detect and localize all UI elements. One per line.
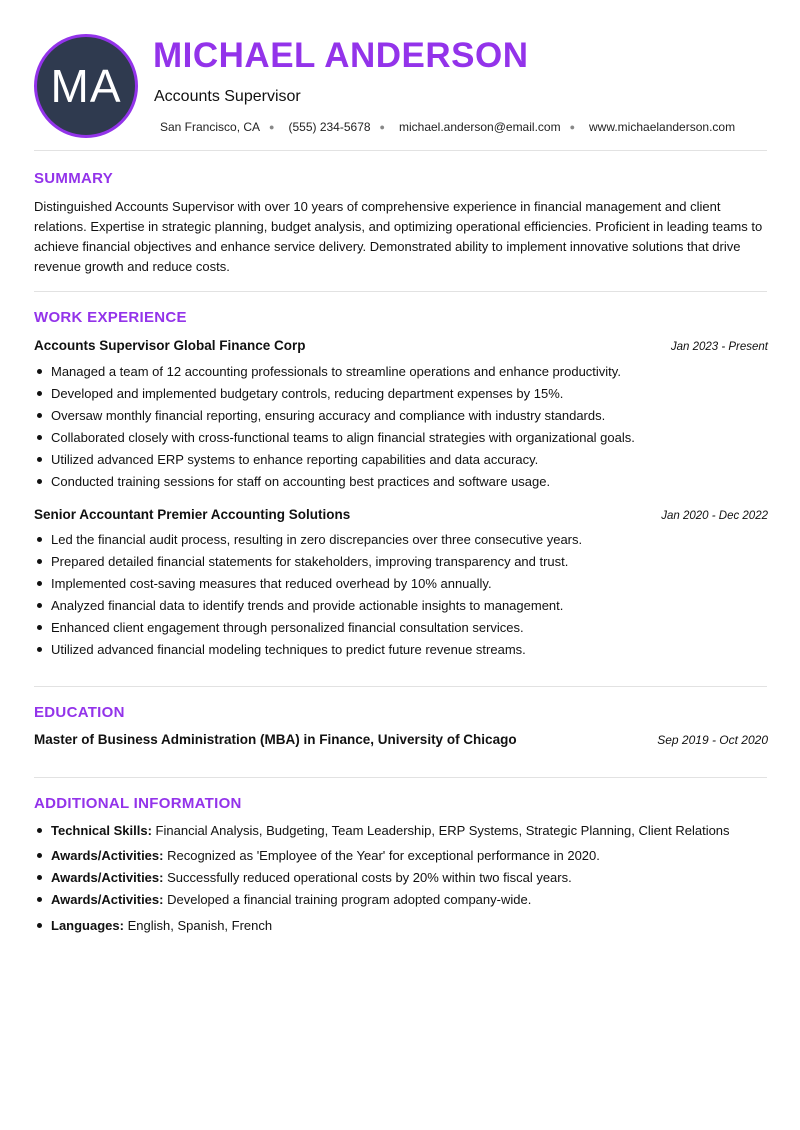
contact-line bbox=[160, 120, 770, 134]
info-label: Languages: bbox=[51, 918, 124, 933]
education-dates: Sep 2019 - Oct 2020 bbox=[657, 733, 768, 747]
list-item: Utilized advanced financial modeling techniques to predict future revenue streams. bbox=[34, 639, 769, 661]
list-item: Implemented cost-saving measures that reduced overhead by 10% annually. bbox=[34, 573, 769, 595]
divider bbox=[34, 686, 767, 687]
section-title-education: EDUCATION bbox=[34, 704, 125, 721]
divider bbox=[34, 150, 767, 151]
info-label: Awards/Activities: bbox=[51, 848, 164, 863]
list-item: Developed and implemented budgetary controls, reducing department expenses by 15%. bbox=[34, 383, 769, 405]
job-dates: Jan 2020 - Dec 2022 bbox=[661, 510, 768, 522]
info-text: Financial Analysis, Budgeting, Team Leadership, ERP Systems, Strategic Planning, Client Relations bbox=[155, 823, 730, 838]
list-item bbox=[34, 845, 769, 867]
list-item: Oversaw monthly financial reporting, ensuring accuracy and compliance with industry standards. bbox=[34, 405, 769, 427]
contact-location: San Francisco, CA bbox=[160, 120, 261, 134]
section-title-additional-information: ADDITIONAL INFORMATION bbox=[34, 795, 242, 812]
list-item: Prepared detailed financial statements for stakeholders, improving transparency and trust. bbox=[34, 551, 769, 573]
list-item bbox=[34, 867, 769, 889]
list-item: Collaborated closely with cross-functional teams to align financial strategies with organizational goals. bbox=[34, 427, 769, 449]
info-text: Successfully reduced operational costs by 20% within two fiscal years. bbox=[167, 870, 572, 885]
avatar-initials: MA bbox=[50, 60, 122, 112]
info-label: Awards/Activities: bbox=[51, 870, 164, 885]
job-title: Senior Accountant Premier Accounting Solutions bbox=[34, 507, 351, 522]
section-title-summary: SUMMARY bbox=[34, 170, 114, 187]
list-item: Conducted training sessions for staff on accounting best practices and software usage. bbox=[34, 471, 769, 493]
job-bullets bbox=[34, 361, 769, 493]
avatar bbox=[34, 34, 138, 138]
info-text: Recognized as 'Employee of the Year' for exceptional performance in 2020. bbox=[167, 848, 600, 863]
contact-phone: (555) 234-5678 bbox=[288, 120, 371, 134]
info-text: Developed a financial training program adopted company-wide. bbox=[167, 892, 532, 907]
list-item: Enhanced client engagement through personalized financial consultation services. bbox=[34, 617, 769, 639]
list-item bbox=[34, 820, 769, 842]
section-title-work-experience: WORK EXPERIENCE bbox=[34, 309, 187, 326]
separator-dot-icon: ● bbox=[269, 122, 275, 132]
education-degree: Master of Business Administration (MBA) in Finance, University of Chicago bbox=[34, 732, 517, 747]
job-header bbox=[34, 338, 768, 353]
summary-text: Distinguished Accounts Supervisor with over 10 years of comprehensive experience in financial management and client relations. Expertise in strategic planning, budget analysis, and optimizing operational efficiencies. Proficient in leading teams to achieve financial objectives and enhance service delivery. Demonstrated ability to implement innovative solutions that drive revenue growth and reduce costs. bbox=[34, 199, 763, 274]
candidate-role: Accounts Supervisor bbox=[154, 88, 301, 105]
list-item: Analyzed financial data to identify trends and provide actionable insights to management. bbox=[34, 595, 769, 617]
job-bullets bbox=[34, 529, 769, 661]
list-item: Managed a team of 12 accounting professionals to streamline operations and enhance productivity. bbox=[34, 361, 769, 383]
contact-email[interactable]: michael.anderson@email.com bbox=[398, 120, 561, 134]
job-title: Accounts Supervisor Global Finance Corp bbox=[34, 338, 306, 353]
list-item bbox=[34, 889, 769, 911]
list-item bbox=[34, 915, 769, 937]
additional-info-list bbox=[34, 820, 769, 937]
job-header bbox=[34, 507, 768, 522]
info-label: Awards/Activities: bbox=[51, 892, 164, 907]
education-entry bbox=[34, 732, 768, 747]
separator-dot-icon: ● bbox=[569, 122, 576, 132]
divider bbox=[34, 777, 767, 778]
info-text: English, Spanish, French bbox=[127, 918, 273, 933]
job-dates: Jan 2023 - Present bbox=[670, 341, 768, 353]
divider bbox=[34, 291, 767, 292]
list-item: Utilized advanced ERP systems to enhance reporting capabilities and data accuracy. bbox=[34, 449, 769, 471]
separator-dot-icon: ● bbox=[379, 122, 385, 132]
list-item: Led the financial audit process, resulting in zero discrepancies over three consecutive years. bbox=[34, 529, 769, 551]
candidate-name: MICHAEL ANDERSON bbox=[153, 36, 529, 75]
info-label: Technical Skills: bbox=[51, 823, 152, 838]
contact-website[interactable]: www.michaelanderson.com bbox=[589, 120, 736, 134]
